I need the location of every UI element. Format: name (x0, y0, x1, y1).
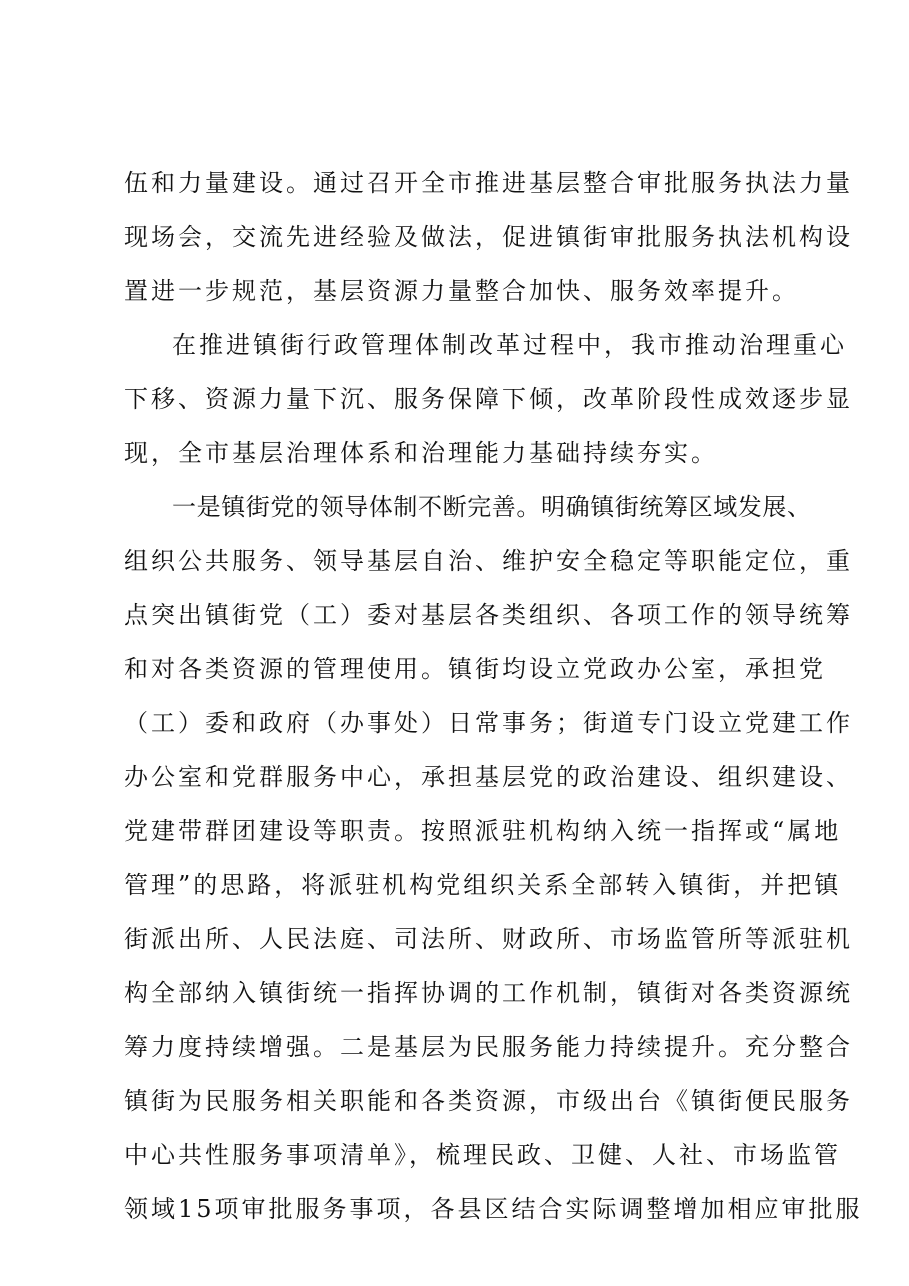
paragraph-first-line: 一是镇街党的领导体制不断完善。明确镇街统筹区域发展、 (172, 493, 812, 521)
text-line: 和对各类资源的管理使用。镇街均设立党政办公室，承担党 (124, 655, 826, 683)
text-line: 筹力度持续增强。二是基层为民服务能力持续提升。充分整合 (124, 1033, 853, 1061)
text-line: 领域15项审批服务事项，各县区结合实际调整增加相应审批服 (124, 1195, 863, 1223)
text-line: 党建带群团建设等职责。按照派驻机构纳入统一指挥或“属地 (124, 817, 842, 845)
text-line: 伍和力量建设。通过召开全市推进基层整合审批服务执法力量 (124, 169, 853, 197)
text-line: 镇街为民服务相关职能和各类资源，市级出台《镇街便民服务 (124, 1087, 853, 1115)
text-line: 现场会，交流先进经验及做法，促进镇街审批服务执法机构设 (124, 223, 853, 251)
paragraph-first-line: 在推进镇街行政管理体制改革过程中，我市推动治理重心 (172, 331, 847, 359)
text-line: 点突出镇街党（工）委对基层各类组织、各项工作的领导统筹 (124, 601, 853, 629)
text-line: 构全部纳入镇街统一指挥协调的工作机制，镇街对各类资源统 (124, 979, 853, 1007)
text-line: 管理”的思路，将派驻机构党组织关系全部转入镇街，并把镇 (124, 871, 842, 899)
text-line: （工）委和政府（办事处）日常事务；街道专门设立党建工作 (124, 709, 853, 737)
text-line: 组织公共服务、领导基层自治、维护安全稳定等职能定位，重 (124, 547, 853, 575)
text-line: 街派出所、人民法庭、司法所、财政所、市场监管所等派驻机 (124, 925, 853, 953)
text-line: 下移、资源力量下沉、服务保障下倾，改革阶段性成效逐步显 (124, 385, 853, 413)
text-line: 中心共性服务事项清单》，梳理民政、卫健、人社、市场监管 (124, 1141, 841, 1169)
text-line: 办公室和党群服务中心，承担基层党的政治建设、组织建设、 (124, 763, 853, 791)
text-line: 现，全市基层治理体系和治理能力基础持续夯实。 (124, 439, 718, 467)
text-line: 置进一步规范，基层资源力量整合加快、服务效率提升。 (124, 277, 799, 305)
